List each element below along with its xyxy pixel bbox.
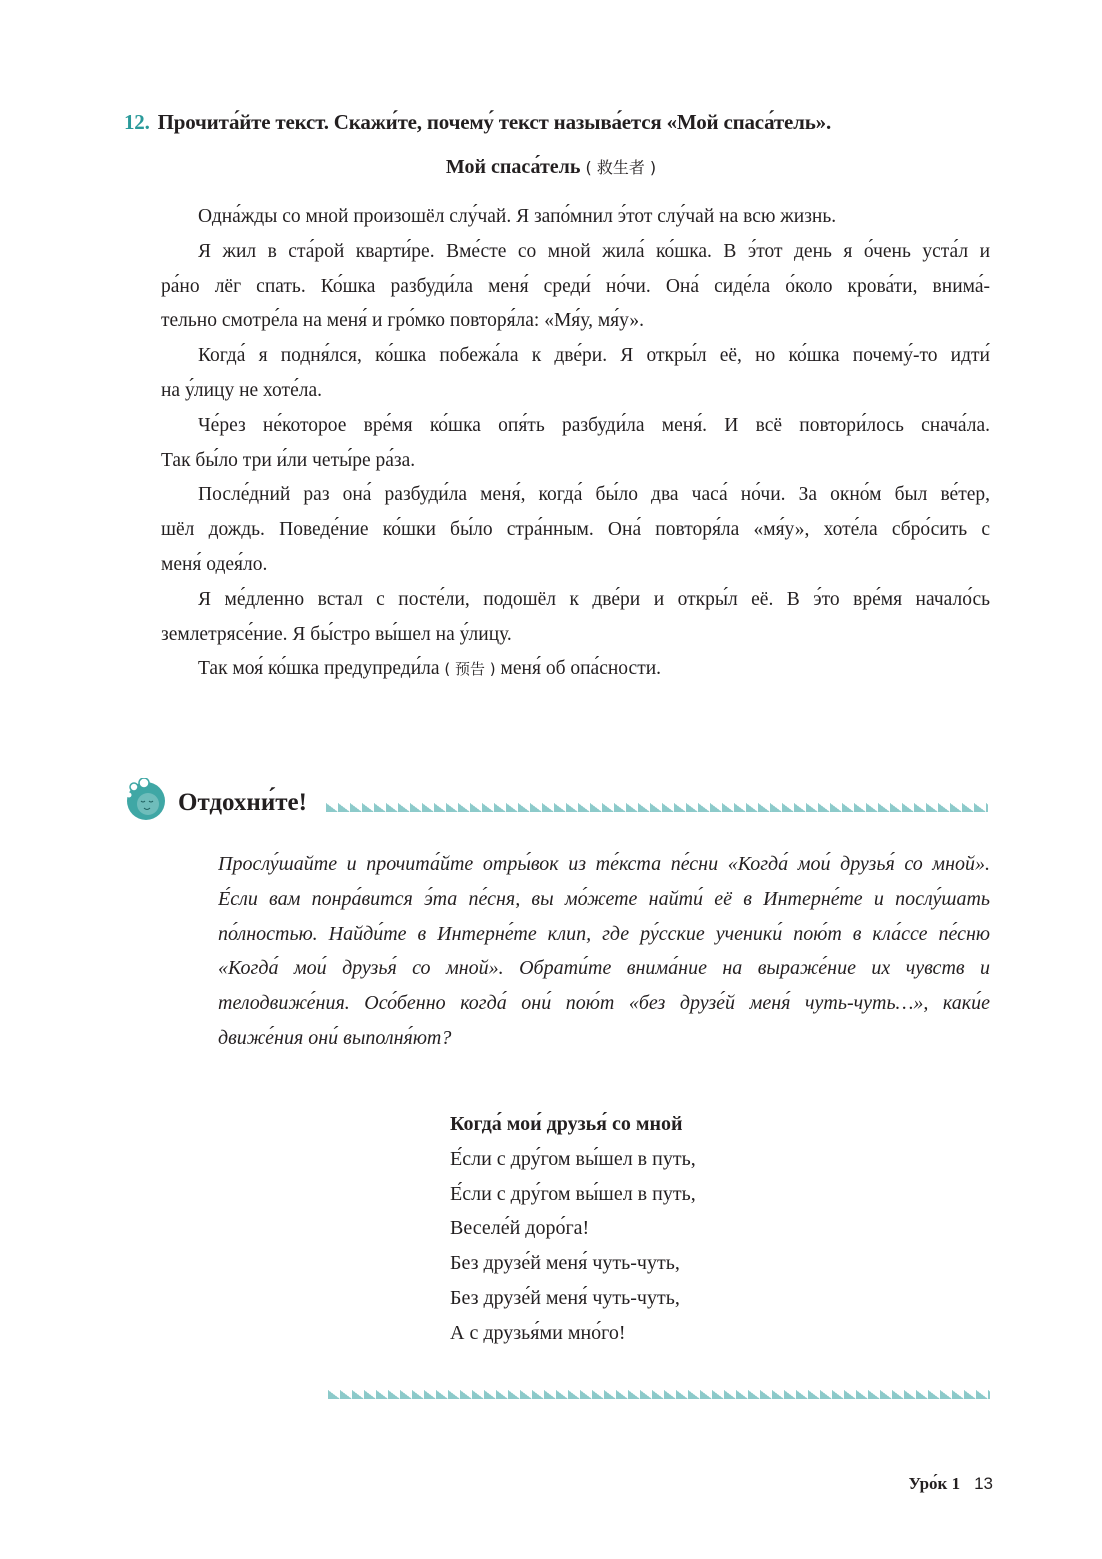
song-title: Когда́ мои́ друзья́ со мной [450,1113,683,1135]
rest-intro [218,847,990,1056]
story-title [0,155,1102,179]
story-line: Когда́ я подня́лся, ко́шка побежа́ла к две́ри. Я откры́л её, но ко́шка почему́-то идти́ [198,345,990,367]
intro-line: Прослу́шайте и прочита́йте отры́вок из те́кста пе́сни «Когда́ мои́ друзья́ со мной». [218,853,990,875]
song-line: Веселе́й доро́га! [450,1217,590,1240]
story-line: меня́ одея́ло. [161,553,268,575]
song-line: Без друзе́й меня́ чуть-чуть, [450,1252,680,1275]
triangle-divider-bottom [328,1390,990,1399]
story-line: Я жил в ста́рой кварти́ре. Вме́сте со мной жила́ ко́шка. В э́тот день я о́чень уста́л и [198,240,990,262]
story-line: Одна́жды со мной произошёл слу́чай. Я запо́мнил э́тот слу́чай на всю жизнь. [198,206,837,227]
story-body [161,200,990,687]
rest-section-title: Отдохни́те! [178,789,307,816]
story-last-line-after: меня́ об опа́сности. [495,658,662,680]
story-line: шёл дождь. Поведе́ние ко́шки бы́ло стра́нным. Она́ повторя́ла «мя́у», хоте́ла сбро́сить с [161,519,990,541]
story-line: Так бы́ло три и́ли четы́ре ра́за. [161,449,416,471]
task-instruction [124,110,831,135]
song-line: Е́сли с дру́гом вы́шел в путь, [450,1147,696,1170]
song-line: А с друзья́ми мно́го! [450,1321,626,1344]
lesson-label: Уро́к 1 [908,1474,961,1493]
story-line: Че́рез не́которое вре́мя ко́шка опя́ть разбуди́ла меня́. И всё повтори́лось снача́ла. [198,414,990,436]
page-number: 13 [974,1474,993,1493]
intro-line: телодвиже́ния. Осо́бенно когда́ они́ пою́т «без друзе́й меня́ чуть-чуть…», каки́е [218,992,990,1015]
intro-line: по́лностью. Найди́те в Интерне́те клип, где ру́сские ученики́ пою́т в кла́ссе пе́сню [218,922,990,945]
story-last-line-cn: ( 预告 ) [444,660,496,679]
song-line: Без друзе́й меня́ чуть-чуть, [450,1286,680,1309]
intro-line: «Когда́ мои́ друзья́ со мной». Обрати́те внима́ние на выраже́ние их чувств и [218,957,990,980]
song-lyrics [450,1107,696,1351]
page-footer [908,1474,993,1494]
smiling-face-bubbles-icon [124,778,166,820]
task-number: 12. [124,110,150,134]
story-line: землетрясе́ние. Я бы́стро вы́шел на у́лицу. [161,623,512,645]
task-text: Прочита́йте текст. Скажи́те, почему́ текст называ́ется «Мой спаса́тель». [157,110,832,134]
story-line: ра́но лёг спать. Ко́шка разбуди́ла меня́ среди́ но́чи. Она́ сиде́ла о́коло крова́ти, внима́- [161,275,990,297]
story-last-line-before: Так моя́ ко́шка предупреди́ла [198,658,445,680]
story-line: на у́лицу не хоте́ла. [161,379,322,401]
song-line: Е́сли с дру́гом вы́шел в путь, [450,1182,696,1205]
intro-line: Е́сли вам понра́вится э́та пе́сня, вы мо́жете найти́ её в Интерне́те и послу́шать [218,887,990,910]
rest-section-header [124,778,307,820]
story-line: После́дний раз она́ разбуди́ла меня́, когда́ бы́ло два часа́ но́чи. За окно́м был ве́тер, [198,484,990,506]
story-line-last [161,652,990,687]
story-title-text: Мой спаса́тель [445,156,581,178]
story-line: тельно смотре́ла на меня́ и гро́мко повторя́ла: «Мя́у, мя́у». [161,310,644,332]
triangle-divider [326,803,988,812]
story-title-translation: ( 救生者 ) [585,158,657,177]
story-line: Я ме́дленно встал с посте́ли, подошёл к две́ри и откры́л её. В э́то вре́мя начало́сь [198,588,990,610]
intro-line: движе́ния они́ выполня́ют? [218,1026,452,1049]
